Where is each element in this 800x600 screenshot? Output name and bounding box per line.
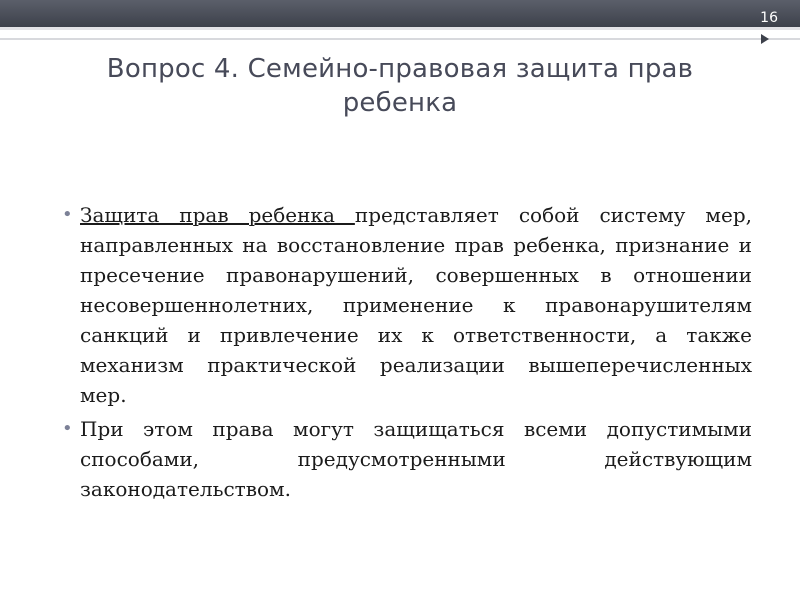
bullet-marker-icon: • [62, 204, 73, 225]
slide-number: 16 [760, 10, 778, 26]
slide-title: Вопрос 4. Семейно-правовая защита прав ребенка [106, 54, 694, 118]
bullet-marker-icon: • [62, 418, 73, 439]
bullet-item [62, 200, 752, 410]
header-divider [0, 38, 800, 40]
bullet-list [62, 200, 752, 508]
bullet-item [62, 414, 752, 504]
bullet-text: При этом права могут защищаться всеми допустимыми способами, предусмотренными действующим законодательством. [80, 417, 752, 501]
bullet-text: представляет собой систему мер, направленных на восстановление прав ребенка, признание и пресечение правонарушений, совершенных в отношении несовершеннолетних, применение к правонарушителям санкций и привлечение их к ответственности, а также механизм практической реализации вышеперечисленных мер. [80, 203, 752, 407]
bullet-underlined-term: Защита прав ребенка [80, 203, 355, 227]
corner-triangle-icon [761, 34, 769, 44]
header-bar [0, 0, 800, 27]
